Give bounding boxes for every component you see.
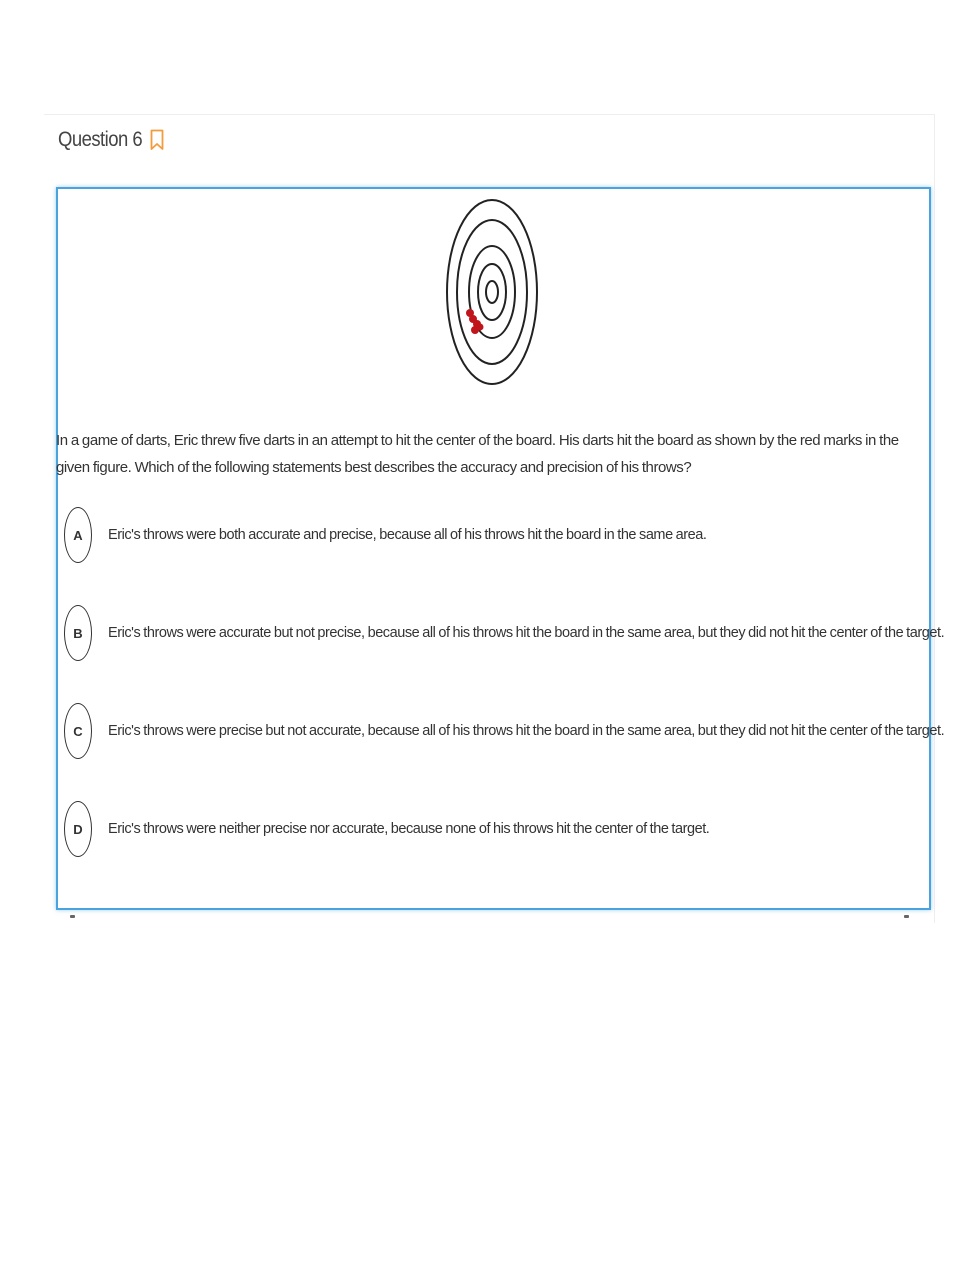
dart-marks bbox=[466, 309, 484, 334]
option-b[interactable] bbox=[64, 605, 945, 661]
option-text[interactable]: Eric's throws were accurate but not precise, because all of his throws hit the board in the same area, but they did not hit the center of the target. bbox=[108, 625, 945, 641]
option-letter-badge[interactable]: D bbox=[64, 801, 92, 857]
option-letter-badge[interactable]: C bbox=[64, 703, 92, 759]
dartboard-ring-2 bbox=[457, 220, 527, 364]
question-panel bbox=[44, 114, 945, 923]
bookmark-outline-icon[interactable] bbox=[150, 129, 164, 151]
question-header bbox=[58, 125, 164, 155]
option-letter-badge[interactable]: B bbox=[64, 605, 92, 661]
scroll-edge-marker-right bbox=[904, 915, 909, 918]
option-text[interactable]: Eric's throws were precise but not accurate, because all of his throws hit the board in the same area, but they did not hit the center of the target. bbox=[108, 723, 945, 739]
question-card bbox=[56, 187, 945, 910]
option-c[interactable] bbox=[64, 703, 945, 759]
option-d[interactable] bbox=[64, 801, 914, 857]
question-title: Question 6 bbox=[58, 128, 143, 151]
question-stem: In a game of darts, Eric threw five darts in an attempt to hit the center of the board. His darts hit the board as shown by the red marks in the given figure. Which of the following statements best describes the accuracy and precision of his throws? bbox=[56, 432, 899, 476]
dartboard-ring-outer bbox=[447, 200, 537, 384]
dart-mark bbox=[477, 324, 484, 331]
option-text[interactable]: Eric's throws were neither precise nor accurate, because none of his throws hit the center of the target. bbox=[108, 821, 710, 837]
option-letter-badge[interactable]: A bbox=[64, 507, 92, 563]
scroll-edge-marker-left bbox=[70, 915, 75, 918]
dartboard-bullseye bbox=[486, 281, 498, 303]
dartboard-figure bbox=[444, 197, 540, 387]
dartboard-ring-4 bbox=[478, 264, 506, 320]
option-a[interactable] bbox=[64, 507, 914, 563]
option-text[interactable]: Eric's throws were both accurate and precise, because all of his throws hit the board in the same area. bbox=[108, 527, 707, 543]
